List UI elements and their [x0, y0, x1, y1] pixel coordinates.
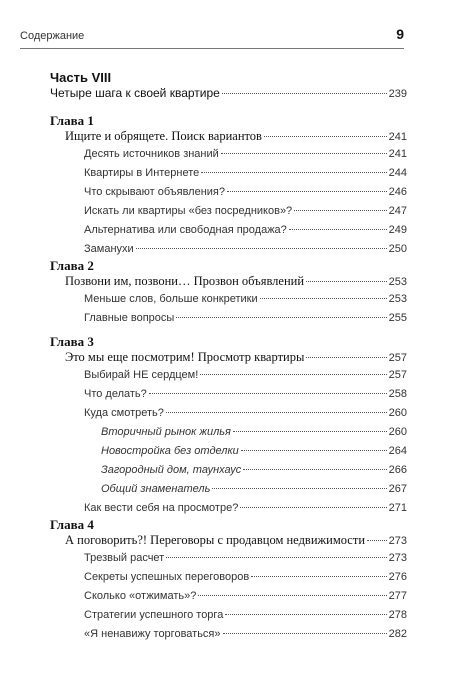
- toc-entry-page: 255: [388, 312, 407, 324]
- toc-entry-title: Общий знаменатель: [101, 483, 211, 495]
- dot-leader: [260, 298, 387, 299]
- toc-entry-page: 277: [388, 590, 407, 602]
- toc-entry-section[interactable]: [84, 145, 407, 163]
- toc-entry-title: Куда смотреть?: [84, 407, 164, 419]
- dot-leader: [367, 540, 387, 541]
- dot-leader: [149, 393, 387, 394]
- dot-leader: [251, 576, 386, 577]
- toc-entry-page: 241: [388, 131, 407, 143]
- toc-entry-chapter[interactable]: [65, 127, 407, 145]
- toc-entry-title: Стратегии успешного торга: [84, 609, 224, 621]
- dot-leader: [200, 374, 386, 375]
- toc-entry-section[interactable]: [84, 499, 407, 517]
- toc-entry-section[interactable]: [84, 183, 407, 201]
- toc-entry-title: Сколько «отжимать»?: [84, 590, 197, 602]
- header-rule: [20, 48, 404, 49]
- toc-entry-page: 278: [388, 609, 407, 621]
- toc-entry-section[interactable]: [84, 202, 407, 220]
- toc-entry-section[interactable]: [84, 290, 407, 308]
- toc-entry-section[interactable]: [84, 606, 407, 624]
- toc-entry-section[interactable]: [84, 221, 407, 239]
- toc-entry-page: 253: [388, 293, 407, 305]
- toc-entry-title: А поговорить?! Переговоры с продавцом недвижимости: [65, 533, 366, 547]
- toc-entry-title: Новостройка без отделки: [101, 445, 239, 457]
- toc-entry-title: Альтернатива или свободная продажа?: [84, 224, 287, 236]
- toc-entry-title: Трезвый расчет: [84, 552, 165, 564]
- toc-entry-page: 260: [388, 426, 407, 438]
- dot-leader: [306, 281, 387, 282]
- toc-entry-title: Десять источников знаний: [84, 148, 219, 160]
- chapter-label: Глава 3: [50, 334, 94, 349]
- toc-entry-section[interactable]: [84, 366, 407, 384]
- dot-leader: [243, 469, 386, 470]
- toc-entry-subsection[interactable]: [101, 461, 407, 479]
- toc-entry-chapter[interactable]: [65, 272, 407, 290]
- toc-entry-title: Вторичный рынок жилья: [101, 426, 231, 438]
- toc-entry-section[interactable]: [84, 309, 407, 327]
- toc-entry-page: 247: [388, 205, 407, 217]
- toc-entry-title: Искать ли квартиры «без посредников»?: [84, 205, 293, 217]
- dot-leader: [241, 450, 387, 451]
- toc-entry-page: 244: [388, 167, 407, 179]
- toc-entry-title: Выбирай НЕ сердцем!: [84, 369, 199, 381]
- dot-leader: [240, 507, 386, 508]
- toc-entry-title: Ищите и обрящете. Поиск вариантов: [65, 129, 262, 143]
- running-header: [20, 28, 404, 48]
- toc-entry-title: Четыре шага к своей квартире: [50, 86, 220, 100]
- toc-entry-section[interactable]: [84, 164, 407, 182]
- running-header-title: Содержание: [20, 30, 85, 42]
- toc-entry-page: 266: [388, 464, 407, 476]
- dot-leader: [294, 210, 386, 211]
- toc-entry-subsection[interactable]: [101, 423, 407, 441]
- toc-entry-title: Главные вопросы: [84, 312, 175, 324]
- toc-entry-title: Меньше слов, больше конкретики: [84, 293, 258, 305]
- toc-entry-title: «Я ненавижу торговаться»: [84, 628, 221, 640]
- chapter-label: Глава 4: [50, 517, 94, 532]
- toc-entry-section[interactable]: [84, 587, 407, 605]
- toc-entry-page: 273: [388, 535, 407, 547]
- dot-leader: [176, 317, 386, 318]
- part-label: Часть VIII: [50, 70, 112, 85]
- toc-entry-page: 273: [388, 552, 407, 564]
- toc-entry-title: Позвони им, позвони… Прозвон объявлений: [65, 274, 305, 288]
- toc-entry-page: 246: [388, 186, 407, 198]
- toc-entry-page: 257: [388, 369, 407, 381]
- dot-leader: [222, 93, 387, 94]
- chapter-label: Глава 2: [50, 258, 94, 273]
- toc-entry-chapter[interactable]: [65, 531, 407, 549]
- toc-entry-title: Как вести себя на просмотре?: [84, 502, 239, 514]
- toc-entry-page: 250: [388, 243, 407, 255]
- page-number: 9: [396, 26, 404, 42]
- toc-entry-page: 258: [388, 388, 407, 400]
- toc-entry-title: Секреты успешных переговоров: [84, 571, 250, 583]
- dot-leader: [212, 488, 386, 489]
- dot-leader: [227, 191, 387, 192]
- dot-leader: [225, 614, 386, 615]
- dot-leader: [264, 136, 387, 137]
- toc-entry-page: 271: [388, 502, 407, 514]
- dot-leader: [166, 557, 386, 558]
- toc-entry-page: 264: [388, 445, 407, 457]
- toc-entry-title: Что делать?: [84, 388, 147, 400]
- toc-entry-page: 267: [388, 483, 407, 495]
- toc-entry-section[interactable]: [84, 240, 407, 258]
- dot-leader: [201, 172, 386, 173]
- chapter-label: Глава 1: [50, 113, 94, 128]
- toc-entry-title: Это мы еще посмотрим! Просмотр квартиры: [65, 350, 305, 364]
- toc-entry-title: Квартиры в Интернете: [84, 167, 200, 179]
- toc-entry-page: 260: [388, 407, 407, 419]
- dot-leader: [166, 412, 387, 413]
- toc-entry-page: 257: [388, 352, 407, 364]
- dot-leader: [233, 431, 387, 432]
- toc-entry-section[interactable]: [84, 385, 407, 403]
- dot-leader: [198, 595, 386, 596]
- dot-leader: [136, 248, 387, 249]
- dot-leader: [289, 229, 387, 230]
- toc-entry-title: Заманухи: [84, 243, 134, 255]
- dot-leader: [306, 357, 386, 358]
- toc-entry-section[interactable]: [84, 568, 407, 586]
- toc-entry-part[interactable]: [50, 84, 407, 102]
- toc-entry-subsection[interactable]: [101, 480, 407, 498]
- toc-entry-page: 253: [388, 276, 407, 288]
- toc-entry-chapter[interactable]: [65, 348, 407, 366]
- toc-entry-page: 239: [388, 88, 407, 100]
- toc-entry-subsection[interactable]: [101, 442, 407, 460]
- toc-entry-title: Загородный дом, таунхаус: [101, 464, 242, 476]
- dot-leader: [223, 633, 387, 634]
- toc-entry-page: 276: [388, 571, 407, 583]
- toc-entry-section[interactable]: [84, 549, 407, 567]
- toc-entry-page: 249: [388, 224, 407, 236]
- toc-entry-page: 282: [388, 628, 407, 640]
- toc-entry-title: Что скрывают объявления?: [84, 186, 226, 198]
- toc-entry-page: 241: [388, 148, 407, 160]
- dot-leader: [221, 153, 387, 154]
- toc-entry-section[interactable]: [84, 404, 407, 422]
- toc-entry-section[interactable]: [84, 625, 407, 643]
